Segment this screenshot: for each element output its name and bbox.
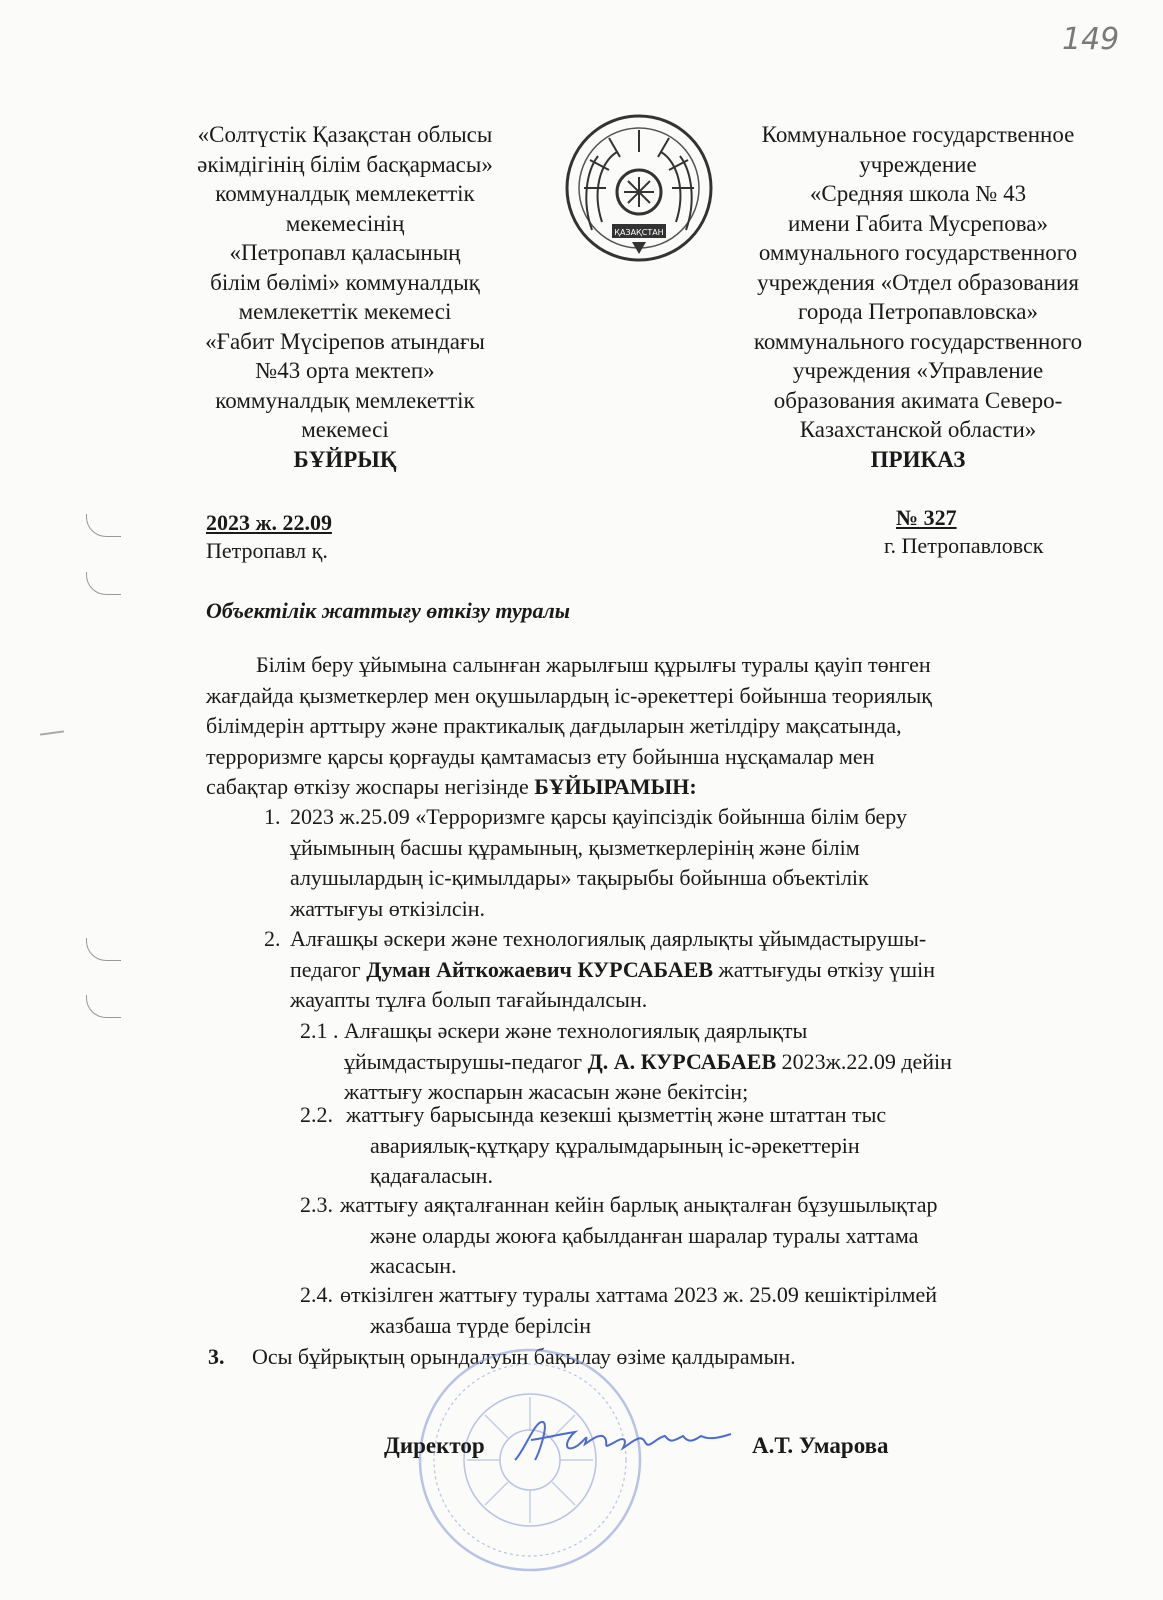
punch-hole-mark <box>86 995 121 1018</box>
item-2-text: жаттығуды өткізу үшін <box>713 956 935 982</box>
doc-type-kz: БҰЙРЫҚ <box>293 446 397 472</box>
intro-paragraph <box>206 650 1086 803</box>
order-date: 2023 ж. 22.09 <box>206 510 332 535</box>
item-2-text: педагог <box>290 956 367 982</box>
city-ru: г. Петропавловск <box>884 533 1044 558</box>
header-right-line: Коммунальное государственное <box>761 122 1075 147</box>
header-right-line: Казахстанской области» <box>799 417 1037 442</box>
header-right-line: «Средняя школа № 43 <box>809 181 1027 206</box>
header-left <box>160 120 530 474</box>
subitem-2-1 <box>344 1016 1084 1108</box>
signature-icon <box>505 1410 745 1470</box>
header-right-line: города Петропавловска» <box>797 299 1039 324</box>
header-left-line: коммуналдық мемлекеттік <box>215 181 475 206</box>
punch-hole-mark <box>86 572 121 595</box>
subitem-2-3-line: жаттығу аяқталғаннан кейін барлық анықталған бұзушылықтар <box>340 1192 938 1217</box>
subitem-2-2-line: қадағаласын. <box>370 1163 493 1188</box>
subitem-2-1-line <box>344 1047 1084 1078</box>
header-left-line: «Ғабит Мүсірепов атындағы <box>205 328 485 354</box>
header-right-line: учреждение <box>859 151 977 177</box>
page-number: 149 <box>1062 22 1120 57</box>
order-word: БҰЙЫРАМЫН: <box>534 774 697 799</box>
item-3-number: 3. <box>208 1344 225 1369</box>
signatory-title: Директор <box>384 1433 485 1458</box>
header-right <box>718 120 1118 474</box>
intro-line: білімдерін арттыру және практикалық дағдыларын жетілдіру мақсатында, <box>206 713 902 738</box>
subitem-2-3 <box>340 1190 1085 1282</box>
header-left-line: мемлекеттік мекемесі <box>238 299 452 324</box>
item-3: Осы бұйрықтың орындалуын бақылау өзіме қалдырамын. <box>252 1344 796 1369</box>
intro-line: сабақтар өткізу жоспары негізінде <box>206 774 535 799</box>
item-2-line: жауапты тұлға болып тағайындалсын. <box>290 987 648 1012</box>
order-subject: Объектілік жаттығу өткізу туралы <box>206 598 571 623</box>
header-right-line: учреждения «Управление <box>792 358 1044 383</box>
subitem-2-1-text: 2023ж.22.09 дейін <box>776 1048 952 1074</box>
doc-type-ru: ПРИКАЗ <box>870 446 966 472</box>
header-left-line: коммуналдық мемлекеттік <box>215 387 475 413</box>
punch-hole-mark <box>86 514 121 537</box>
item-1-line: алушылардың іс-қимылдары» тақырыбы бойынша объектілік <box>290 865 869 890</box>
intro-line: Білім беру ұйымына салынған жарылғыш құрылғы туралы қауіп төнген <box>256 652 931 677</box>
header-right-line: образования акимата Северо- <box>773 387 1063 413</box>
header-left-line: «Солтүстік Қазақстан облысы <box>197 122 493 147</box>
emblem-ribbon-text: ҚАЗАҚСТАН <box>614 228 664 237</box>
handwritten-signature <box>505 1410 745 1470</box>
header-left-line: «Петропавл қаласының <box>229 240 461 265</box>
punch-hole-mark <box>86 938 121 961</box>
responsible-person-short: Д. А. КУРСАБАЕВ <box>587 1048 777 1074</box>
subitem-2-1-line: жаттығу жоспарын жасасын және бекітсін; <box>344 1079 749 1104</box>
header-right-line: оммунального государственного <box>758 240 1078 265</box>
subitem-2-2-number: 2.2. <box>300 1102 333 1127</box>
intro-line: терроризмге қарсы қорғауды қамтамасыз ету бойынша нұсқамалар мен <box>206 743 875 769</box>
intro-last-line <box>206 772 1086 803</box>
subitem-2-2-line: авариялық-құтқару құралымдарының іс-әрекеттерін <box>370 1132 860 1158</box>
subitem-2-3-line: жасасын. <box>370 1253 457 1278</box>
subitem-2-4-line: жазбаша түрде берілсін <box>370 1312 592 1338</box>
item-1-number: 1. <box>264 804 281 829</box>
subitem-2-4 <box>340 1280 1085 1341</box>
item-2-line <box>290 955 1090 986</box>
header-left-line: №43 орта мектеп» <box>255 358 435 383</box>
order-number: № 327 <box>896 505 957 530</box>
subitem-2-1-text: ұйымдастырушы-педагог <box>344 1048 588 1074</box>
emblem-icon <box>562 112 716 264</box>
item-2-number: 2. <box>264 926 281 951</box>
item-1-line: ұйымының басшы құрамының, қызметкерлерінің және білім <box>290 834 860 860</box>
subitem-2-4-line: өткізілген жаттығу туралы хаттама 2023 ж. 25.09 кешіктірілмей <box>340 1282 937 1307</box>
city-kz: Петропавл қ. <box>206 538 328 563</box>
subitem-2-2-line: жаттығу барысында кезекші қызметтің және штаттан тыс <box>346 1102 887 1127</box>
header-left-line: әкімдігінің білім басқармасы» <box>197 151 493 177</box>
state-emblem <box>562 112 716 264</box>
subitem-2-4-number: 2.4. <box>300 1282 333 1307</box>
item-2 <box>290 924 1090 1016</box>
item-2-line: Алғашқы әскери және технологиялық даярлықты ұйымдастырушы- <box>290 926 927 951</box>
header-right-line: коммунального государственного <box>753 328 1083 354</box>
subitem-2-2 <box>346 1100 1086 1192</box>
margin-scratch <box>40 730 64 735</box>
item-1-line: жаттығуы өткізілсін. <box>290 895 486 921</box>
header-right-line: учреждения «Отдел образования <box>757 269 1079 295</box>
subitem-2-1-line: Алғашқы әскери және технологиялық даярлықты <box>344 1018 808 1043</box>
intro-line: жағдайда қызметкерлер мен оқушылардың іс-әрекеттері бойынша теориялық <box>206 682 932 708</box>
header-left-line: білім бөлімі» коммуналдық <box>210 269 480 295</box>
subitem-2-1-number: 2.1 . <box>300 1018 339 1043</box>
header-left-line: мекемесінің <box>285 210 405 236</box>
header-right-line: имени Габита Мусрепова» <box>787 210 1049 236</box>
header-left-line: мекемесі <box>301 417 389 442</box>
subitem-2-3-number: 2.3. <box>300 1192 333 1217</box>
item-1-line: 2023 ж.25.09 «Терроризмге қарсы қауіпсіздік бойынша білім беру <box>290 804 907 829</box>
signatory-name: А.Т. Умарова <box>752 1433 889 1458</box>
item-1 <box>290 802 1090 924</box>
subitem-2-3-line: және оларды жоюға қабылданған шаралар туралы хаттама <box>370 1222 919 1248</box>
responsible-person: Думан Айткожаевич КУРСАБАЕВ <box>366 956 713 982</box>
